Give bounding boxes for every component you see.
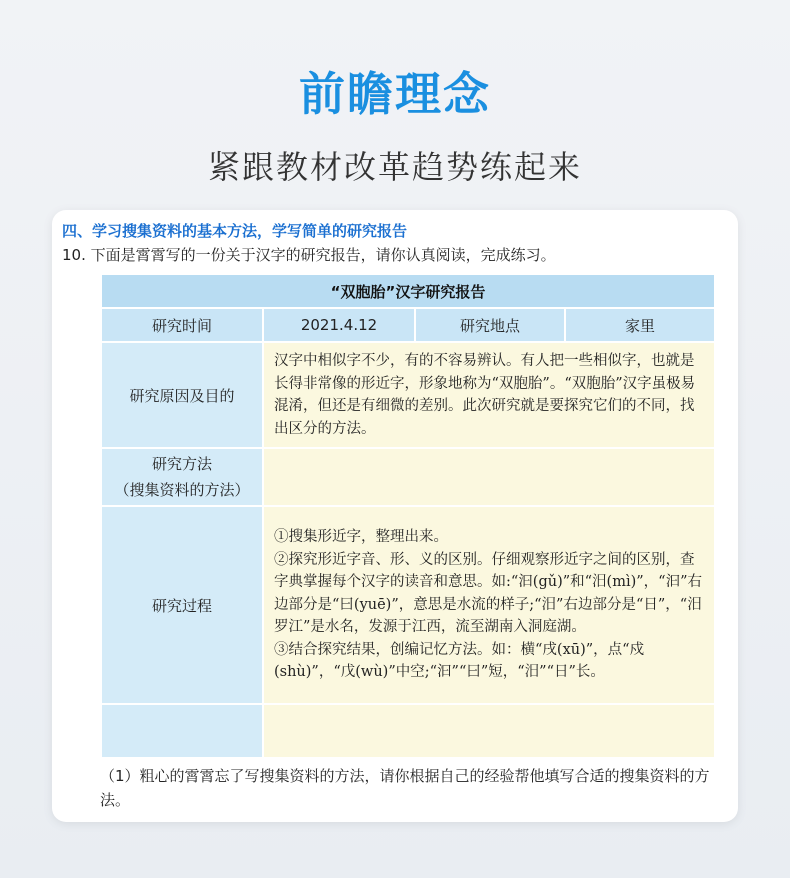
method-label-cell [102, 449, 262, 505]
method-label: 研究方法 [151, 455, 212, 473]
reason-label: 研究原因及目的 [102, 343, 262, 447]
place-value: 家里 [566, 309, 714, 341]
method-sublabel: （搜集资料的方法） [114, 481, 250, 499]
headline-subtitle: 紧跟教材改革趋势练起来 [207, 148, 582, 186]
section-title: 四、学习搜集资料的基本方法，学写简单的研究报告 [62, 222, 408, 240]
process-content [264, 507, 714, 703]
method-answer-field[interactable] [264, 449, 714, 505]
time-label: 研究时间 [102, 309, 262, 341]
process-step-2: ②探究形近字音、形、义的区别。仔细观察形近字之间的区别，查字典掌握每个汉字的读音和意思。如:“汩(gǔ)”和“汨(mì)”，“汩”右边部分是“曰(yuē)”，意思是水流的样子;“汨”右边部分是“日”，“汨罗江”是水名，发源于江西，流至湖南入洞庭湖。 [274, 551, 702, 636]
time-value: 2021.4.12 [264, 309, 414, 341]
process-step-3: ③结合探究结果，创编记忆方法。如：横“戌(xū)”，点“戍(shù)”，“戊(wù)”中空;“汩”“曰”短，“汨”“日”长。 [274, 641, 645, 681]
headline-title: 前瞻理念 [299, 67, 491, 121]
research-report-table [100, 273, 716, 759]
process-step-1: ①搜集形近字，整理出来。 [274, 529, 448, 546]
empty-content-cell[interactable] [264, 705, 714, 757]
empty-label-cell [102, 705, 262, 757]
report-title: “双胞胎”汉字研究报告 [102, 275, 714, 307]
place-label: 研究地点 [416, 309, 564, 341]
process-label: 研究过程 [102, 507, 262, 703]
reason-text: 汉字中相似字不少，有的不容易辨认。有人把一些相似字，也就是长得非常像的形近字，形象地称为“双胞胎”。“双胞胎”汉字虽极易混淆，但还是有细微的差别。此次研究就是要探究它们的不同，找出区分的方法。 [264, 343, 714, 447]
subquestion-1: （1）粗心的霄霄忘了写搜集资料的方法，请你根据自己的经验帮他填写合适的搜集资料的方法。 [100, 767, 710, 809]
question-text: 10. 下面是霄霄写的一份关于汉字的研究报告，请你认真阅读，完成练习。 [62, 246, 556, 264]
